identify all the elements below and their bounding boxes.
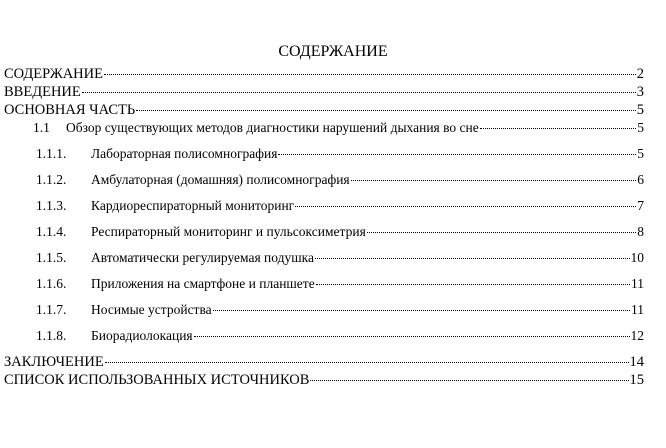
dot-leader bbox=[315, 258, 630, 259]
toc-entry-page: 7 bbox=[637, 198, 644, 213]
toc-entry-page: 11 bbox=[631, 302, 644, 317]
toc-entry-section-1-1-2[interactable] bbox=[36, 172, 644, 188]
toc-entry-section-1-1-7[interactable] bbox=[36, 302, 644, 318]
dot-leader bbox=[367, 232, 636, 233]
dot-leader bbox=[82, 92, 636, 93]
dot-leader bbox=[136, 110, 636, 111]
toc-entry-title: Биорадиолокация bbox=[91, 328, 193, 343]
toc-entry-section-1-1[interactable] bbox=[33, 120, 644, 136]
toc-entry-section-1-1-4[interactable] bbox=[36, 224, 644, 240]
toc-entry-title: Обзор существующих методов диагностики нарушений дыхания во сне bbox=[66, 120, 479, 135]
toc-entry-title: ОСНОВНАЯ ЧАСТЬ bbox=[4, 102, 136, 118]
toc-entry-page: 12 bbox=[630, 328, 644, 343]
toc-entry-main-part[interactable] bbox=[4, 102, 644, 118]
toc-entry-page: 14 bbox=[629, 354, 644, 370]
toc-entry-title: СПИСОК ИСПОЛЬЗОВАННЫХ ИСТОЧНИКОВ bbox=[4, 372, 310, 388]
dot-leader bbox=[194, 336, 630, 337]
toc-entry-page: 2 bbox=[636, 66, 644, 82]
toc-entry-number: 1.1.1. bbox=[36, 146, 67, 161]
toc-entry-title: ЗАКЛЮЧЕНИЕ bbox=[4, 354, 104, 370]
toc-entry-page: 6 bbox=[637, 172, 644, 187]
toc-entry-number: 1.1.8. bbox=[36, 328, 67, 343]
toc-entry-title: Лабораторная полисомнография bbox=[91, 146, 278, 161]
toc-entry-number: 1.1.3. bbox=[36, 198, 67, 213]
dot-leader bbox=[316, 284, 630, 285]
toc-entry-title: Респираторный мониторинг и пульсоксиметрия bbox=[91, 224, 366, 239]
toc-entry-section-1-1-1[interactable] bbox=[36, 146, 644, 162]
toc-entry-page: 11 bbox=[631, 276, 644, 291]
toc-heading: СОДЕРЖАНИЕ bbox=[278, 43, 388, 60]
dot-leader bbox=[480, 128, 637, 129]
dot-leader bbox=[351, 180, 637, 181]
dot-leader bbox=[105, 362, 629, 363]
toc-entry-title: Амбулаторная (домашняя) полисомнография bbox=[91, 172, 350, 187]
toc-entry-number: 1.1.2. bbox=[36, 172, 67, 187]
toc-entry-section-1-1-6[interactable] bbox=[36, 276, 644, 292]
toc-entry-number: 1.1.5. bbox=[36, 250, 67, 265]
toc-entry-conclusion[interactable] bbox=[4, 354, 644, 370]
dot-leader bbox=[278, 154, 636, 155]
toc-entry-references[interactable] bbox=[4, 372, 644, 388]
toc-entry-page: 5 bbox=[636, 102, 644, 118]
toc-entry-number: 1.1.4. bbox=[36, 224, 67, 239]
toc-entry-introduction[interactable] bbox=[4, 84, 644, 100]
toc-entry-page: 15 bbox=[629, 372, 644, 388]
toc-entry-section-1-1-5[interactable] bbox=[36, 250, 644, 266]
toc-entry-number: 1.1.7. bbox=[36, 302, 67, 317]
toc-entry-section-1-1-3[interactable] bbox=[36, 198, 644, 214]
toc-entry-title: Приложения на смартфоне и планшете bbox=[91, 276, 315, 291]
toc-entry-section-1-1-8[interactable] bbox=[36, 328, 644, 344]
toc-entry-title: Носимые устройства bbox=[91, 302, 212, 317]
toc-entry-page: 3 bbox=[636, 84, 644, 100]
toc-entry-title: ВВЕДЕНИЕ bbox=[4, 84, 81, 100]
dot-leader bbox=[104, 74, 636, 75]
toc-entry-page: 8 bbox=[637, 224, 644, 239]
toc-entry-title: Кардиореспираторный мониторинг bbox=[91, 198, 295, 213]
dot-leader bbox=[295, 206, 636, 207]
dot-leader bbox=[310, 380, 628, 381]
toc-entry-page: 5 bbox=[637, 146, 644, 161]
toc-entry-contents[interactable] bbox=[4, 66, 644, 82]
toc-entry-title: СОДЕРЖАНИЕ bbox=[4, 66, 103, 82]
dot-leader bbox=[213, 310, 630, 311]
toc-entry-title: Автоматически регулируемая подушка bbox=[91, 250, 314, 265]
toc-entry-page: 10 bbox=[630, 250, 644, 265]
toc-entry-number: 1.1.6. bbox=[36, 276, 67, 291]
toc-entry-page: 5 bbox=[637, 120, 644, 135]
toc-entry-number: 1.1 bbox=[33, 120, 50, 135]
